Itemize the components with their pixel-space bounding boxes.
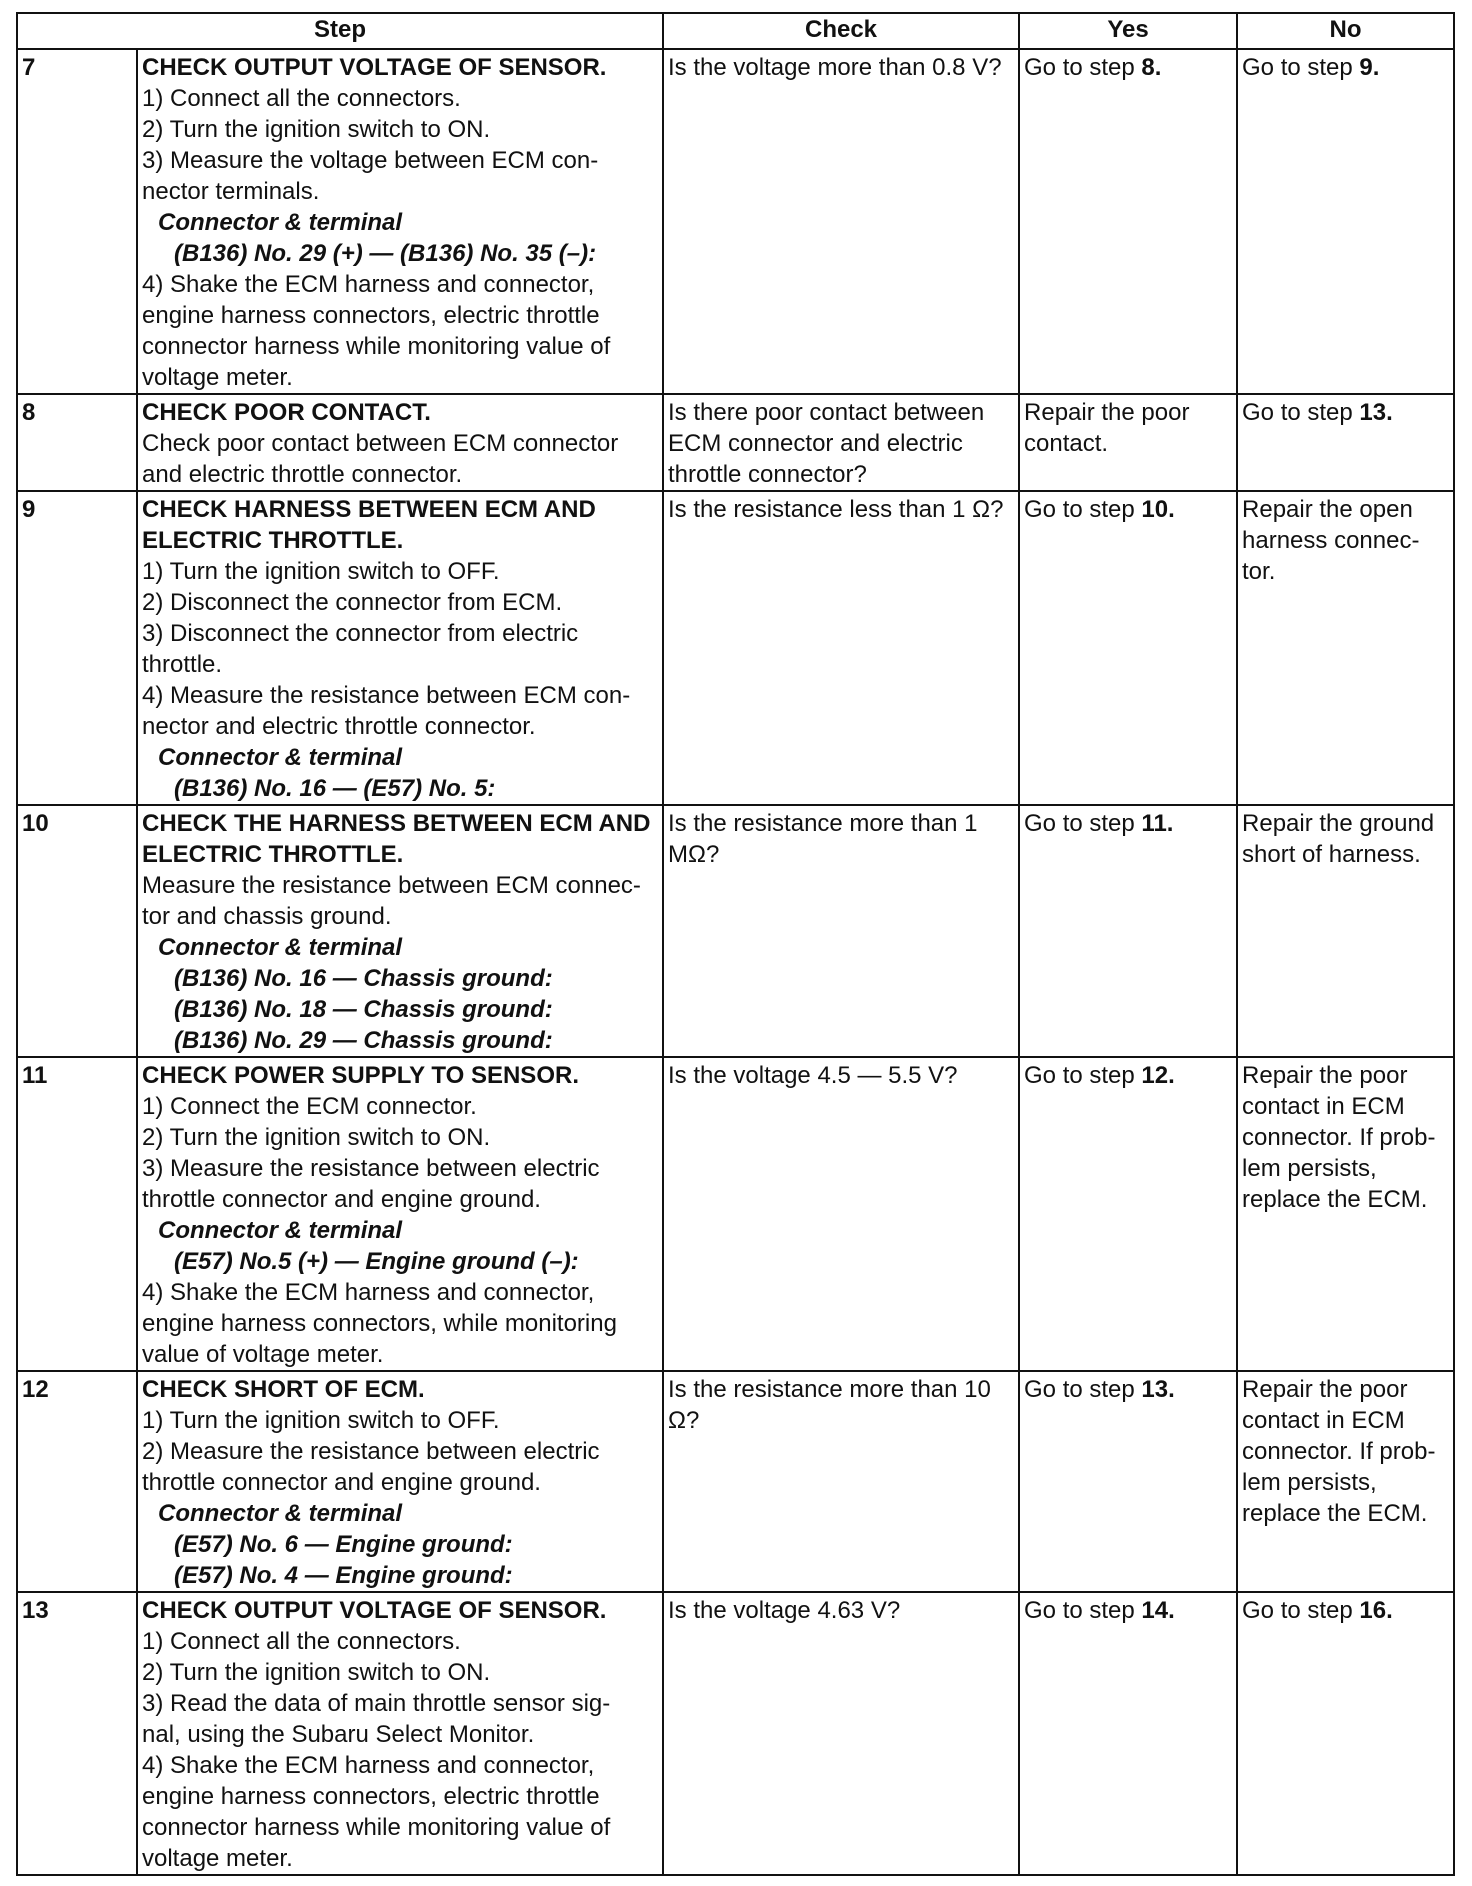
step-title: CHECK OUTPUT VOLTAGE OF SENSOR. xyxy=(142,1597,607,1624)
step-line: 3) Disconnect the connector from electric xyxy=(142,620,579,647)
connector-terminal: (E57) No.5 (+) — Engine ground (–): xyxy=(174,1248,579,1275)
no-cell: Go to step 16. xyxy=(1237,1592,1454,1875)
step-line: nector and electric throttle connector. xyxy=(142,713,536,740)
step-line: 2) Turn the ignition switch to ON. xyxy=(142,116,491,143)
diagnostic-table xyxy=(16,12,1455,1876)
step-number: 13 xyxy=(17,1592,137,1875)
connector-header: Connector & terminal xyxy=(158,209,403,236)
step-ref: 9. xyxy=(1359,54,1380,81)
table-row xyxy=(17,49,1454,394)
step-line: 3) Measure the voltage between ECM con- xyxy=(142,147,599,174)
step-cell xyxy=(137,49,663,394)
step-line: 3) Measure the resistance between electric xyxy=(142,1155,600,1182)
connector-header: Connector & terminal xyxy=(158,1217,403,1244)
connector-header: Connector & terminal xyxy=(158,1500,403,1527)
step-ref: 10. xyxy=(1141,496,1175,523)
step-ref: 14. xyxy=(1141,1597,1175,1624)
step-line: 1) Connect all the connectors. xyxy=(142,1628,461,1655)
step-cell xyxy=(137,394,663,491)
step-ref: 13. xyxy=(1359,399,1393,426)
step-ref: 13. xyxy=(1141,1376,1175,1403)
header-step: Step xyxy=(17,13,663,49)
step-number: 11 xyxy=(17,1057,137,1371)
check-cell: Is the voltage more than 0.8 V? xyxy=(663,49,1019,394)
step-line: engine harness connectors, while monitoring xyxy=(142,1310,617,1337)
header-yes: Yes xyxy=(1019,13,1237,49)
step-title: CHECK HARNESS BETWEEN ECM AND ELECTRIC THROTTLE. xyxy=(142,496,596,554)
step-ref: 16. xyxy=(1359,1597,1393,1624)
step-line: 2) Turn the ignition switch to ON. xyxy=(142,1124,491,1151)
yes-cell: Go to step 11. xyxy=(1019,805,1237,1057)
step-line: 1) Turn the ignition switch to OFF. xyxy=(142,558,500,585)
table-row xyxy=(17,1371,1454,1592)
step-cell xyxy=(137,1371,663,1592)
step-line: engine harness connectors, electric throttle xyxy=(142,1783,600,1810)
yes-cell: Go to step 8. xyxy=(1019,49,1237,394)
table-row xyxy=(17,394,1454,491)
step-ref: 12. xyxy=(1141,1062,1175,1089)
no-cell: Go to step 9. xyxy=(1237,49,1454,394)
step-line: 2) Turn the ignition switch to ON. xyxy=(142,1659,491,1686)
no-cell: Repair the ground short of harness. xyxy=(1237,805,1454,1057)
step-title: CHECK THE HARNESS BETWEEN ECM AND ELECTRIC THROTTLE. xyxy=(142,810,651,868)
connector-terminal: (E57) No. 4 — Engine ground: xyxy=(174,1562,513,1589)
header-check: Check xyxy=(663,13,1019,49)
step-line: 1) Connect the ECM connector. xyxy=(142,1093,477,1120)
yes-cell: Go to step 12. xyxy=(1019,1057,1237,1371)
connector-header: Connector & terminal xyxy=(158,934,403,961)
step-title: CHECK OUTPUT VOLTAGE OF SENSOR. xyxy=(142,54,607,81)
step-number: 7 xyxy=(17,49,137,394)
step-number: 9 xyxy=(17,491,137,805)
connector-header: Connector & terminal xyxy=(158,744,403,771)
step-cell xyxy=(137,1057,663,1371)
step-line: 1) Connect all the connectors. xyxy=(142,85,461,112)
step-line: and electric throttle connector. xyxy=(142,461,463,488)
step-title: CHECK POWER SUPPLY TO SENSOR. xyxy=(142,1062,579,1089)
step-line: 1) Turn the ignition switch to OFF. xyxy=(142,1407,500,1434)
step-number: 10 xyxy=(17,805,137,1057)
connector-terminal: (B136) No. 29 (+) — (B136) No. 35 (–): xyxy=(174,240,597,267)
step-line: connector harness while monitoring value of xyxy=(142,333,611,360)
step-line: 4) Shake the ECM harness and connector, xyxy=(142,1752,595,1779)
table-row xyxy=(17,805,1454,1057)
step-line: 2) Measure the resistance between electric xyxy=(142,1438,600,1465)
yes-cell: Go to step 14. xyxy=(1019,1592,1237,1875)
connector-terminal: (B136) No. 29 — Chassis ground: xyxy=(174,1027,553,1054)
table-header-row xyxy=(17,13,1454,49)
connector-terminal: (B136) No. 18 — Chassis ground: xyxy=(174,996,553,1023)
connector-terminal: (B136) No. 16 — (E57) No. 5: xyxy=(174,775,496,802)
step-ref: 11. xyxy=(1141,810,1174,837)
step-line: 4) Shake the ECM harness and connector, xyxy=(142,1279,595,1306)
yes-cell: Repair the poor contact. xyxy=(1019,394,1237,491)
table-row xyxy=(17,1592,1454,1875)
step-line: 4) Measure the resistance between ECM con- xyxy=(142,682,631,709)
no-cell: Repair the poor contact in ECM connector. If prob-lem persists, replace the ECM. xyxy=(1237,1057,1454,1371)
step-line: engine harness connectors, electric throttle xyxy=(142,302,600,329)
check-cell: Is the resistance more than 10 Ω? xyxy=(663,1371,1019,1592)
step-number: 8 xyxy=(17,394,137,491)
step-line: 2) Disconnect the connector from ECM. xyxy=(142,589,563,616)
diagnostic-document xyxy=(16,12,1453,1872)
table-body xyxy=(17,49,1454,1875)
step-line: nal, using the Subaru Select Monitor. xyxy=(142,1721,535,1748)
check-cell: Is the resistance less than 1 Ω? xyxy=(663,491,1019,805)
yes-cell: Go to step 13. xyxy=(1019,1371,1237,1592)
step-line: connector harness while monitoring value of xyxy=(142,1814,611,1841)
step-cell xyxy=(137,1592,663,1875)
check-cell: Is the voltage 4.5 — 5.5 V? xyxy=(663,1057,1019,1371)
check-cell: Is there poor contact between ECM connector and electric throttle connector? xyxy=(663,394,1019,491)
step-line: throttle. xyxy=(142,651,223,678)
step-line: 4) Shake the ECM harness and connector, xyxy=(142,271,595,298)
step-line: 3) Read the data of main throttle sensor sig- xyxy=(142,1690,611,1717)
step-title: CHECK SHORT OF ECM. xyxy=(142,1376,425,1403)
no-cell: Go to step 13. xyxy=(1237,394,1454,491)
connector-terminal: (E57) No. 6 — Engine ground: xyxy=(174,1531,513,1558)
header-no: No xyxy=(1237,13,1454,49)
check-cell: Is the voltage 4.63 V? xyxy=(663,1592,1019,1875)
step-number: 12 xyxy=(17,1371,137,1592)
table-row xyxy=(17,1057,1454,1371)
step-line: voltage meter. xyxy=(142,1845,293,1872)
no-cell: Repair the poor contact in ECM connector. If prob-lem persists, replace the ECM. xyxy=(1237,1371,1454,1592)
yes-cell: Go to step 10. xyxy=(1019,491,1237,805)
no-cell: Repair the open harness connec-tor. xyxy=(1237,491,1454,805)
step-line: throttle connector and engine ground. xyxy=(142,1469,541,1496)
table-row xyxy=(17,491,1454,805)
step-line: Measure the resistance between ECM connec- xyxy=(142,872,641,899)
step-line: Check poor contact between ECM connector xyxy=(142,430,619,457)
step-ref: 8. xyxy=(1141,54,1162,81)
step-cell xyxy=(137,805,663,1057)
step-line: tor and chassis ground. xyxy=(142,903,392,930)
step-line: nector terminals. xyxy=(142,178,320,205)
step-line: voltage meter. xyxy=(142,364,293,391)
step-title: CHECK POOR CONTACT. xyxy=(142,399,431,426)
step-line: value of voltage meter. xyxy=(142,1341,384,1368)
check-cell: Is the resistance more than 1 MΩ? xyxy=(663,805,1019,1057)
connector-terminal: (B136) No. 16 — Chassis ground: xyxy=(174,965,553,992)
step-line: throttle connector and engine ground. xyxy=(142,1186,541,1213)
step-cell xyxy=(137,491,663,805)
